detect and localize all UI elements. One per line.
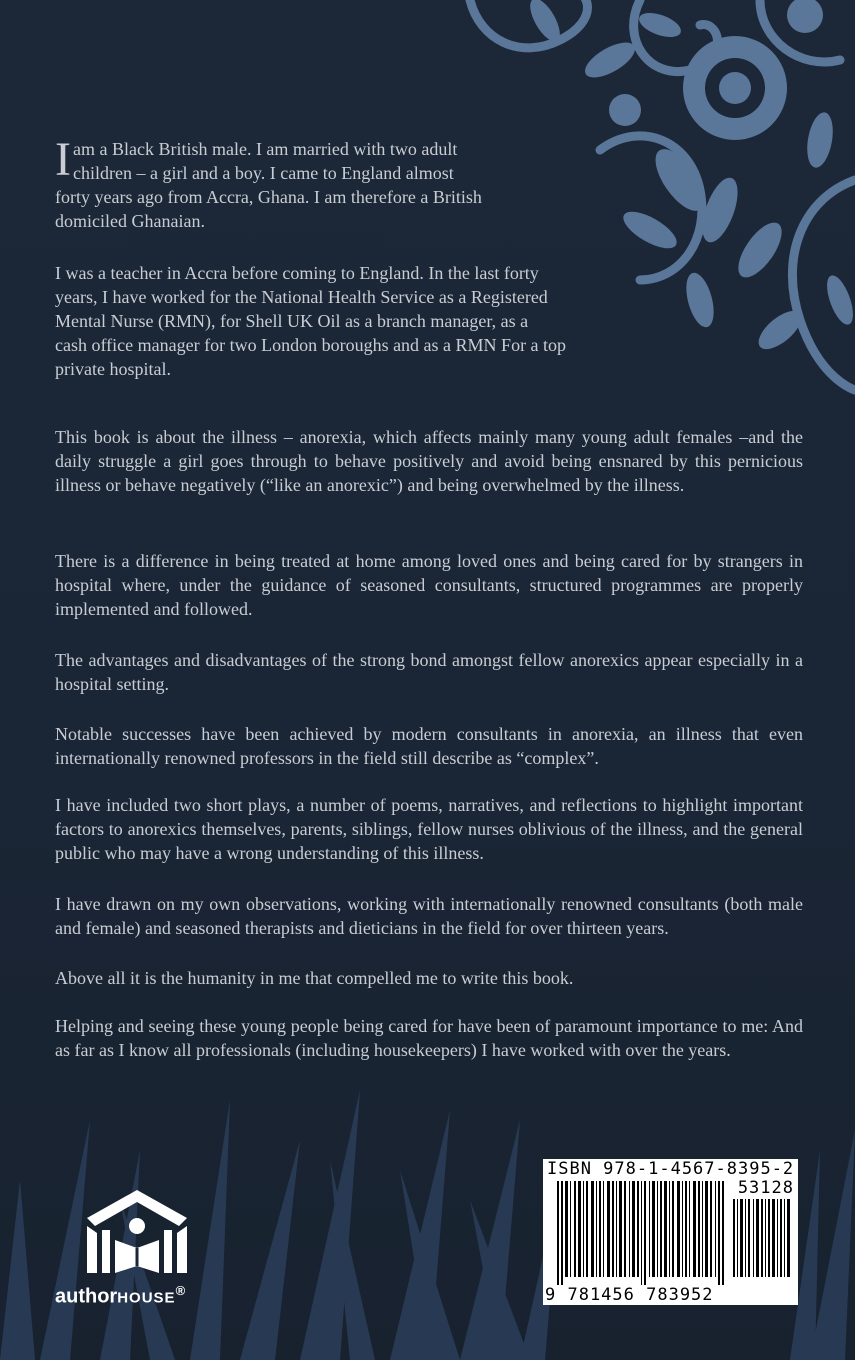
body-paragraph: Notable successes have been achieved by modern consultants in anorexia, an illness that even internationally renowned professors in the field still describe as “complex”. (55, 724, 803, 768)
isbn-text: ISBN 978-1-4567-8395-2 (547, 1159, 795, 1179)
barcode-bars (543, 1159, 798, 1305)
career-paragraph (55, 261, 645, 381)
price-code: 53128 (737, 1178, 794, 1198)
body-paragraph: There is a difference in being treated at home among loved ones and being cared for by strangers in hospital where, under the guidance of seasoned consultants, structured programmes are properly implemented and followed. (55, 551, 803, 619)
intro-line: domiciled Ghanaian. (55, 211, 205, 231)
house-book-icon (82, 1188, 192, 1278)
body-paragraph: Helping and seeing these young people being cared for have been of paramount importance to me: And as far as I know all professionals (including housekeepers) I have worked with over the years. (55, 1016, 803, 1060)
body-paragraph: Above all it is the humanity in me that compelled me to write this book. (55, 968, 574, 988)
career-line: I was a teacher in Accra before coming to England. In the last forty (55, 263, 539, 283)
body-paragraph: The advantages and disadvantages of the strong bond amongst fellow anorexics appear especially in a hospital setting. (55, 650, 803, 694)
body-paragraph: I have included two short plays, a number of poems, narratives, and reflections to highlight important factors to anorexics themselves, parents, siblings, fellow nurses oblivious of the illness, and the general public who may have a wrong understanding of this illness. (55, 795, 803, 863)
career-line: Mental Nurse (RMN), for Shell UK Oil as a branch manager, as a (55, 311, 529, 331)
intro-line: forty years ago from Accra, Ghana. I am therefore a British (55, 187, 482, 207)
career-line: private hospital. (55, 359, 171, 379)
body-paragraph: This book is about the illness – anorexia, which affects mainly many young adult females –and the daily struggle a girl goes through to behave positively and avoid being ensnared by this pernicious illness or behave negatively (“like an anorexic”) and being overwhelmed by the illness. (55, 427, 803, 495)
intro-line: am a Black British male. I am married with two adult (72, 139, 458, 159)
career-line: cash office manager for two London boroughs and as a RMN For a top (55, 335, 567, 355)
career-line: years, I have worked for the National Health Service as a Registered (55, 287, 548, 307)
isbn-barcode (543, 1159, 798, 1305)
intro-line: children – a girl and a boy. I came to England almost (72, 163, 454, 183)
ean-digits: 9 781456 783952 (545, 1285, 714, 1305)
publisher-logo (55, 1188, 235, 1308)
body-paragraph: I have drawn on my own observations, working with internationally renowned consultants (both male and female) and seasoned therapists and dieticians in the field for over thirteen years. (55, 894, 803, 938)
publisher-name: authorHOUSE® (55, 1283, 186, 1308)
drop-cap: I (55, 133, 71, 186)
intro-paragraph (55, 133, 555, 233)
